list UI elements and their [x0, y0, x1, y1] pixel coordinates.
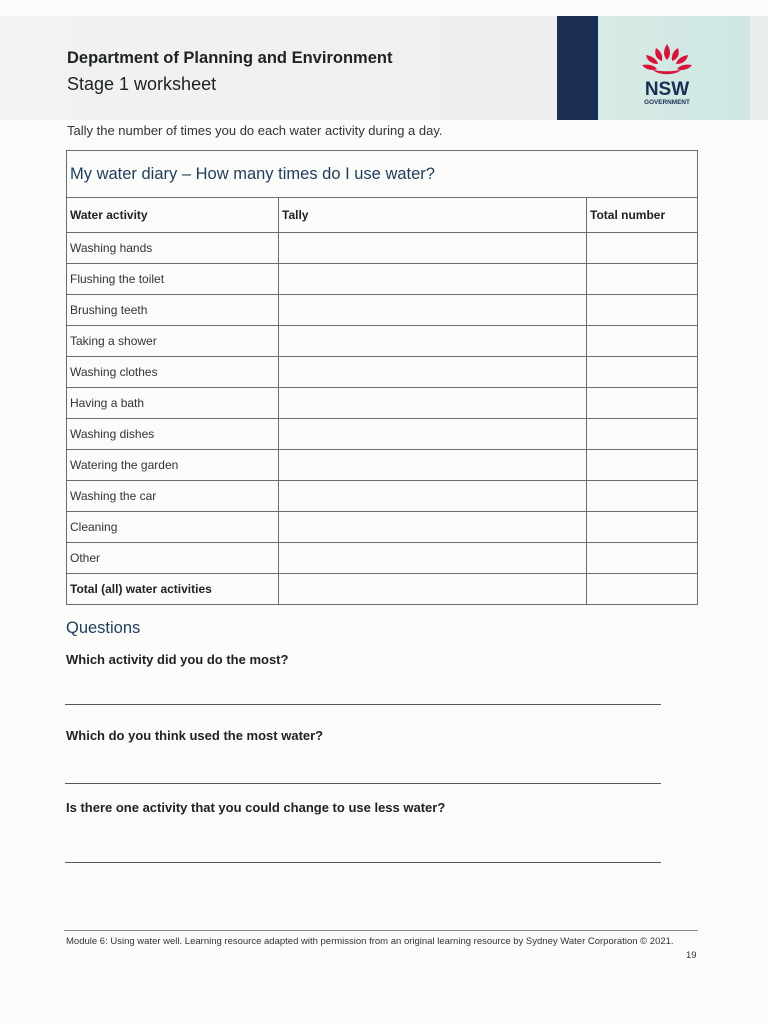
- total-cell[interactable]: [587, 357, 698, 388]
- total-cell[interactable]: [587, 450, 698, 481]
- header-accent-bar: [557, 16, 598, 120]
- activity-cell: Washing the car: [67, 481, 279, 512]
- activity-cell: Washing dishes: [67, 419, 279, 450]
- question-3: Is there one activity that you could change to use less water?: [66, 800, 446, 815]
- instructions: Tally the number of times you do each water activity during a day.: [67, 123, 443, 138]
- activity-cell: Brushing teeth: [67, 295, 279, 326]
- questions-heading: Questions: [66, 619, 141, 637]
- worksheet-subtitle: Stage 1 worksheet: [67, 74, 217, 94]
- table-row: [67, 264, 698, 295]
- total-cell[interactable]: [587, 419, 698, 450]
- waratah-icon: [642, 44, 692, 74]
- table-title-row: [67, 151, 698, 198]
- table-row: [67, 543, 698, 574]
- answer-line-2[interactable]: [65, 783, 661, 784]
- tally-cell[interactable]: [279, 326, 587, 357]
- table-row: [67, 357, 698, 388]
- total-cell[interactable]: [587, 264, 698, 295]
- activity-cell: Taking a shower: [67, 326, 279, 357]
- page-number: 19: [686, 950, 697, 961]
- total-cell[interactable]: [587, 233, 698, 264]
- logo-subtext: GOVERNMENT: [644, 99, 690, 106]
- activity-cell: Washing clothes: [67, 357, 279, 388]
- total-cell[interactable]: [587, 512, 698, 543]
- footer-divider: [64, 930, 698, 931]
- tally-cell[interactable]: [279, 512, 587, 543]
- table-row: [67, 388, 698, 419]
- table-row: [67, 295, 698, 326]
- total-cell[interactable]: [587, 388, 698, 419]
- activity-cell: Flushing the toilet: [67, 264, 279, 295]
- total-cell[interactable]: [587, 295, 698, 326]
- table-row: [67, 450, 698, 481]
- activity-cell: Watering the garden: [67, 450, 279, 481]
- table-row: [67, 419, 698, 450]
- nsw-government-logo: [636, 42, 698, 108]
- column-header-total: Total number: [587, 198, 698, 233]
- tally-cell[interactable]: [279, 233, 587, 264]
- table-title: My water diary – How many times do I use water?: [67, 151, 698, 198]
- total-number-cell[interactable]: [587, 574, 698, 605]
- tally-cell[interactable]: [279, 388, 587, 419]
- water-diary-table: [66, 150, 698, 605]
- answer-line-1[interactable]: [65, 704, 661, 705]
- answer-line-3[interactable]: [65, 862, 661, 863]
- table-total-row: [67, 574, 698, 605]
- logo-text: NSW: [644, 79, 690, 100]
- question-2: Which do you think used the most water?: [66, 728, 324, 743]
- question-1: Which activity did you do the most?: [66, 652, 289, 667]
- table-row: [67, 326, 698, 357]
- column-header-tally: Tally: [279, 198, 587, 233]
- activity-cell: Other: [67, 543, 279, 574]
- table-row: [67, 512, 698, 543]
- activity-cell: Having a bath: [67, 388, 279, 419]
- tally-cell[interactable]: [279, 450, 587, 481]
- department-title: Department of Planning and Environment: [67, 49, 393, 67]
- total-cell[interactable]: [587, 481, 698, 512]
- table-row: [67, 481, 698, 512]
- total-label-cell: Total (all) water activities: [67, 574, 279, 605]
- tally-cell[interactable]: [279, 481, 587, 512]
- total-cell[interactable]: [587, 326, 698, 357]
- total-tally-cell[interactable]: [279, 574, 587, 605]
- column-header-activity: Water activity: [67, 198, 279, 233]
- tally-cell[interactable]: [279, 264, 587, 295]
- tally-cell[interactable]: [279, 419, 587, 450]
- table-row: [67, 233, 698, 264]
- activity-cell: Washing hands: [67, 233, 279, 264]
- footer-credit: Module 6: Using water well. Learning resource adapted with permission from an original learning resource by Sydney Water Corporation © 2021.: [66, 936, 674, 947]
- table-header-row: [67, 198, 698, 233]
- tally-cell[interactable]: [279, 543, 587, 574]
- tally-cell[interactable]: [279, 295, 587, 326]
- activity-cell: Cleaning: [67, 512, 279, 543]
- tally-cell[interactable]: [279, 357, 587, 388]
- total-cell[interactable]: [587, 543, 698, 574]
